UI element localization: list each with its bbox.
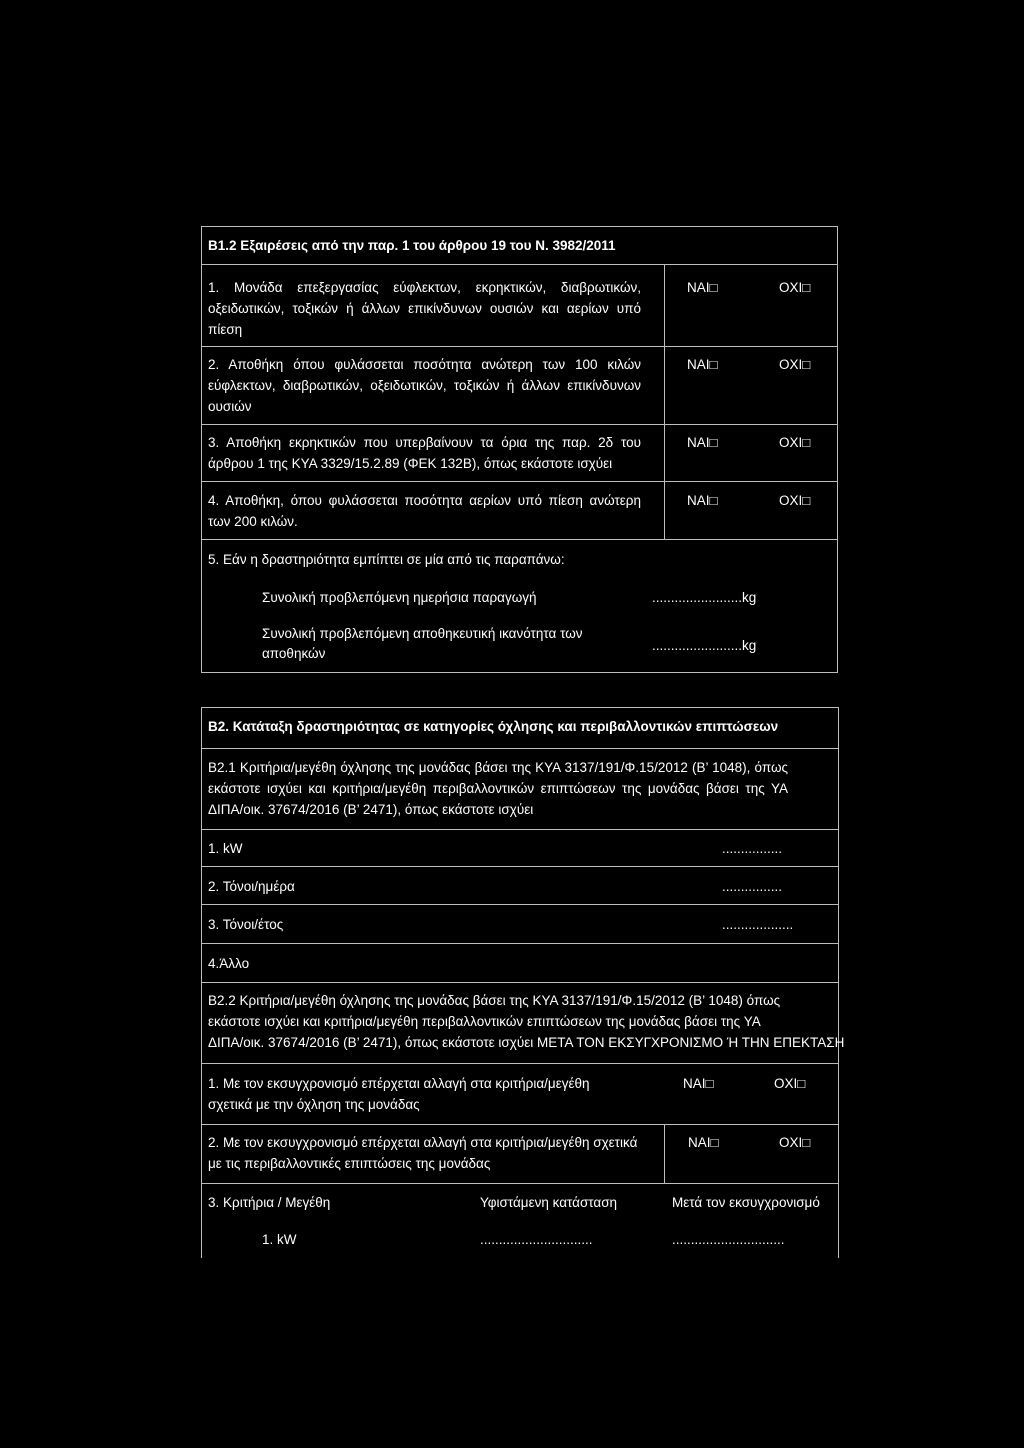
b1-divider <box>201 264 838 265</box>
b22-text-line2: εκάστοτε ισχύει και κριτήρια/μεγέθη περιβαλλοντικών επιπτώσεων της μονάδας βάσει της ΥΑ <box>208 1014 761 1029</box>
b1-item-3-yes-checkbox[interactable]: ΝΑΙ□ <box>687 435 718 450</box>
b1-item-3-text: 3. Αποθήκη εκρηκτικών που υπερβαίνουν τα όρια της παρ. 2δ του άρθρου 1 της ΚΥΑ 3329/15.2.89 (ΦΕΚ 132Β), όπως εκάστοτε ισχύει <box>208 435 641 471</box>
b2-section-title: Β2. Κατάταξη δραστηριότητας σε κατηγορίες όχλησης και περιβαλλοντικών επιπτώσεων <box>208 719 779 734</box>
b22-text-line3: ΔΙΠΑ/οικ. 37674/2016 (Β’ 2471), όπως εκάστοτε ισχύει ΜΕΤΑ ΤΟΝ ΕΚΣΥΓΧΡΟΝΙΣΜΟ Ή ΤΗΝ ΕΠΕΚΤΑΣΗ <box>208 1035 845 1050</box>
b1-item-1-yes-checkbox[interactable]: ΝΑΙ□ <box>687 280 718 295</box>
b22-text-line1: Β2.2 Κριτήρια/μεγέθη όχλησης της μονάδας βάσει της ΚΥΑ 3137/191/Φ.15/2012 (Β’ 1048) όπως <box>208 993 781 1008</box>
b21-other-label: 4.Άλλο <box>208 956 250 971</box>
storage-capacity-field[interactable]: ........................kg <box>652 638 757 653</box>
b1-column-divider <box>664 264 665 539</box>
daily-production-label: Συνολική προβλεπόμενη ημερήσια παραγωγή <box>262 590 537 605</box>
b2-q2-divider <box>664 1124 665 1183</box>
b2-divider <box>201 1063 838 1064</box>
q1-yes-checkbox[interactable]: ΝΑΙ□ <box>683 1076 714 1091</box>
q2-text-line2: με τις περιβαλλοντικές επιπτώσεις της μονάδας <box>208 1156 491 1171</box>
b1-item-1-no-checkbox[interactable]: ΟΧΙ□ <box>779 280 811 295</box>
criteria-header-current: Υφιστάμενη κατάσταση <box>480 1195 618 1210</box>
b21-tons-day-field[interactable]: ................ <box>722 879 783 894</box>
criteria-header-label: 3. Κριτήρια / Μεγέθη <box>208 1195 331 1210</box>
criteria-kw-after-field[interactable]: .............................. <box>672 1232 785 1247</box>
storage-capacity-label-cont: αποθηκών <box>262 646 326 661</box>
b1-item-4-no-checkbox[interactable]: ΟΧΙ□ <box>779 493 811 508</box>
b21-kw-label: 1. kW <box>208 841 243 856</box>
b1-divider <box>201 481 838 482</box>
b2-divider <box>201 829 838 830</box>
storage-capacity-label: Συνολική προβλεπόμενη αποθηκευτική ικανότητα των <box>262 626 583 641</box>
b1-item-2-yes-checkbox[interactable]: ΝΑΙ□ <box>687 357 718 372</box>
b1-section-title: Β1.2 Εξαιρέσεις από την παρ. 1 του άρθρου 19 του Ν. 3982/2011 <box>208 238 616 253</box>
criteria-kw-label: 1. kW <box>262 1232 297 1247</box>
q2-text-line1: 2. Με τον εκσυγχρονισμό επέρχεται αλλαγή στα κριτήρια/μεγέθη σχετικά <box>208 1135 638 1150</box>
b1-item-1-text: 1. Μονάδα επεξεργασίας εύφλεκτων, εκρηκτικών, διαβρωτικών, οξειδωτικών, τοξικών ή άλλων επικίνδυνων ουσιών και αερίων υπό πίεση <box>208 280 641 337</box>
criteria-header-after: Μετά τον εκσυγχρονισμό <box>672 1195 820 1210</box>
b2-divider <box>201 866 838 867</box>
b21-tons-year-label: 3. Τόνοι/έτος <box>208 917 284 932</box>
b1-item-4-yes-checkbox[interactable]: ΝΑΙ□ <box>687 493 718 508</box>
b21-tons-year-field[interactable]: ................... <box>722 917 794 932</box>
b1-divider <box>201 346 838 347</box>
b2-right-border <box>838 707 839 1258</box>
b2-divider <box>201 707 838 708</box>
b2-divider <box>201 1183 838 1184</box>
b2-divider <box>201 1124 838 1125</box>
q1-text-line1: 1. Με τον εκσυγχρονισμό επέρχεται αλλαγή στα κριτήρια/μεγέθη <box>208 1076 590 1091</box>
b1-item-4-text: 4. Αποθήκη, όπου φυλάσσεται ποσότητα αερίων υπό πίεση ανώτερη των 200 κιλών. <box>208 493 641 529</box>
b1-divider <box>201 539 838 540</box>
b1-item-3-no-checkbox[interactable]: ΟΧΙ□ <box>779 435 811 450</box>
q1-text-line2: σχετικά με την όχληση της μονάδας <box>208 1097 420 1112</box>
b2-divider <box>201 943 838 944</box>
b1-divider <box>201 424 838 425</box>
b21-kw-field[interactable]: ................ <box>722 841 783 856</box>
b21-text: Β2.1 Κριτήρια/μεγέθη όχλησης της μονάδας βάσει της ΚΥΑ 3137/191/Φ.15/2012 (Β’ 1048), όπως εκάστοτε ισχύει και κριτήρια/μεγέθη περιβαλλοντικών επιπτώσεων της μονάδας βάσει της ΥΑ ΔΙΠΑ/οικ. 37674/2016 (Β’ 2471), όπως εκάστοτε ισχύει <box>208 760 788 817</box>
criteria-kw-current-field[interactable]: .............................. <box>480 1232 593 1247</box>
b1-item-5-text: 5. Εάν η δραστηριότητα εμπίπτει σε μία από τις παραπάνω: <box>208 552 565 567</box>
b2-divider <box>201 748 838 749</box>
b1-item-2-text: 2. Αποθήκη όπου φυλάσσεται ποσότητα ανώτερη των 100 κιλών εύφλεκτων, διαβρωτικών, οξειδωτικών, τοξικών ή άλλων επικίνδυνων ουσιών <box>208 357 641 414</box>
daily-production-field[interactable]: ........................kg <box>652 590 757 605</box>
b2-divider <box>201 982 838 983</box>
q2-yes-checkbox[interactable]: ΝΑΙ□ <box>688 1135 719 1150</box>
q2-no-checkbox[interactable]: ΟΧΙ□ <box>779 1135 811 1150</box>
b1-item-2-no-checkbox[interactable]: ΟΧΙ□ <box>779 357 811 372</box>
q1-no-checkbox[interactable]: ΟΧΙ□ <box>774 1076 806 1091</box>
b2-divider <box>201 904 838 905</box>
b21-tons-day-label: 2. Τόνοι/ημέρα <box>208 879 295 894</box>
